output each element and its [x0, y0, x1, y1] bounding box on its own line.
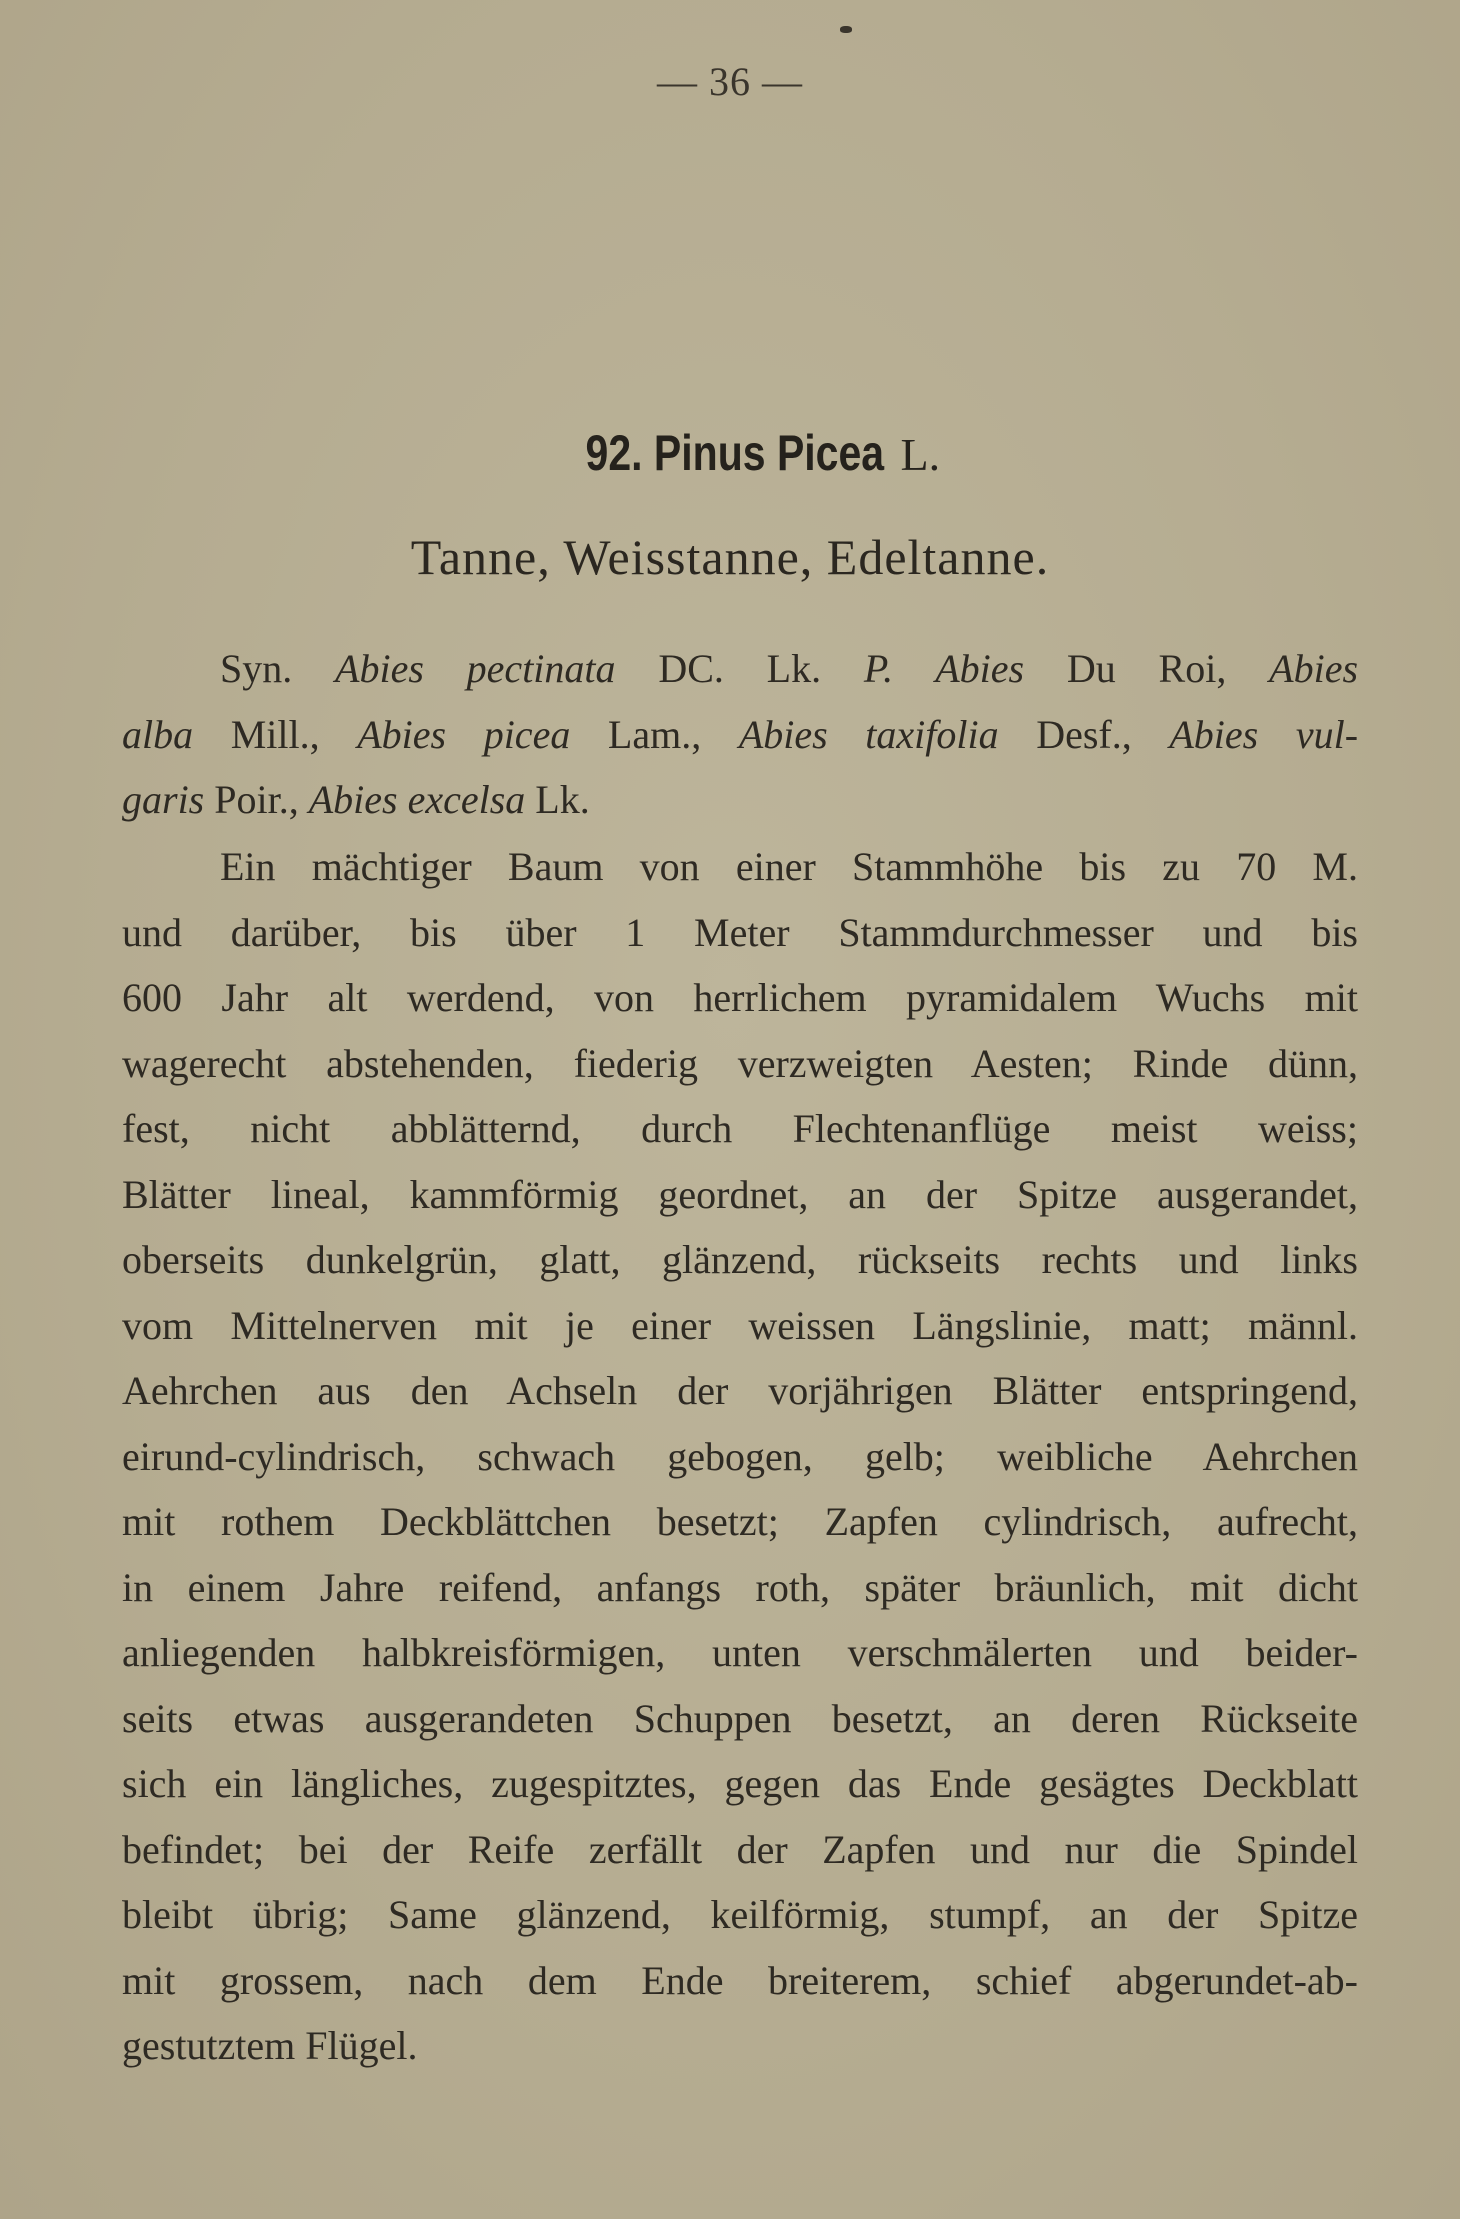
syn-segment: Du Roi,: [1024, 646, 1270, 691]
syn-segment: Mill.,: [193, 711, 358, 757]
syn-segment: Poir.,: [204, 777, 309, 822]
text-line: Blätter lineal, kammförmig geordnet, an der Spitze ausgerandet,: [122, 1171, 1358, 1217]
text-line: fest, nicht abblätternd, durch Flechtenanflüge meist weiss;: [122, 1106, 1358, 1151]
text-line: sich ein längliches, zugespitztes, gegen das Ende gesägtes Deckblatt: [122, 1761, 1358, 1806]
text-line: 600 Jahr alt werdend, von herrlichem pyramidalem Wuchs mit: [122, 975, 1358, 1020]
text-line: und darüber, bis über 1 Meter Stammdurchmesser und bis: [122, 909, 1358, 955]
syn-segment: Abies excelsa: [308, 777, 526, 822]
ink-speck: [840, 26, 852, 33]
text-line: Aehrchen aus den Achseln der vorjährigen Blätter entspringend,: [122, 1368, 1358, 1413]
syn-segment: Abies pectinata: [335, 646, 616, 691]
syn-segment: Syn.: [220, 646, 336, 691]
syn-segment: Abies taxifolia: [738, 711, 999, 757]
syn-segment: Abies: [1269, 646, 1358, 691]
text-line: befindet; bei der Reife zerfällt der Zapfen und nur die Spindel: [122, 1826, 1358, 1872]
text-line: anliegenden halbkreisförmigen, unten verschmälerten und beider-: [122, 1630, 1358, 1675]
synonym-line: [122, 767, 1358, 833]
syn-segment: Desf.,: [998, 711, 1170, 757]
text-line: mit grossem, nach dem Ende breiterem, schief abgerundet-ab-: [122, 1957, 1358, 2003]
syn-segment: garis: [122, 777, 205, 822]
synonym-line: [122, 636, 1358, 702]
syn-segment: Lam.,: [570, 711, 739, 757]
page-number: — 36 —: [657, 59, 803, 104]
entry-title: [0, 424, 1460, 482]
description-paragraph: [122, 834, 1358, 2079]
text-line: seits etwas ausgerandeten Schuppen besetzt, an deren Rückseite: [122, 1695, 1358, 1741]
text-line: gestutztem Flügel.: [122, 2023, 418, 2068]
text-line: mit rothem Deckblättchen besetzt; Zapfen cylindrisch, aufrecht,: [122, 1499, 1358, 1544]
text-line: Ein mächtiger Baum von einer Stammhöhe bis zu 70 M.: [220, 844, 1358, 889]
text-line: eirund-cylindrisch, schwach gebogen, gelb; weibliche Aehrchen: [122, 1433, 1358, 1479]
syn-segment: Abies vul-: [1169, 711, 1358, 757]
species-number-name: 92. Pinus Picea: [585, 425, 884, 481]
syn-segment: P. Abies: [863, 646, 1025, 691]
synonyms-paragraph: [122, 636, 1358, 833]
common-names: Tanne, Weisstanne, Edeltanne.: [410, 529, 1050, 585]
species-author: L.: [900, 429, 941, 480]
synonym-line: [122, 702, 1358, 768]
text-line: oberseits dunkelgrün, glatt, glänzend, rückseits rechts und links: [122, 1237, 1358, 1282]
text-line: vom Mittelnerven mit je einer weissen Längslinie, matt; männl.: [122, 1302, 1358, 1348]
syn-segment: Lk.: [525, 777, 590, 822]
text-line: bleibt übrig; Same glänzend, keilförmig, stumpf, an der Spitze: [122, 1892, 1358, 1937]
syn-segment: alba: [122, 711, 194, 757]
text-line: in einem Jahre reifend, anfangs roth, später bräunlich, mit dicht: [122, 1564, 1358, 1610]
text-line: wagerecht abstehenden, fiederig verzweigten Aesten; Rinde dünn,: [122, 1040, 1358, 1086]
syn-segment: Abies picea: [357, 711, 571, 757]
syn-segment: DC. Lk.: [615, 646, 864, 691]
